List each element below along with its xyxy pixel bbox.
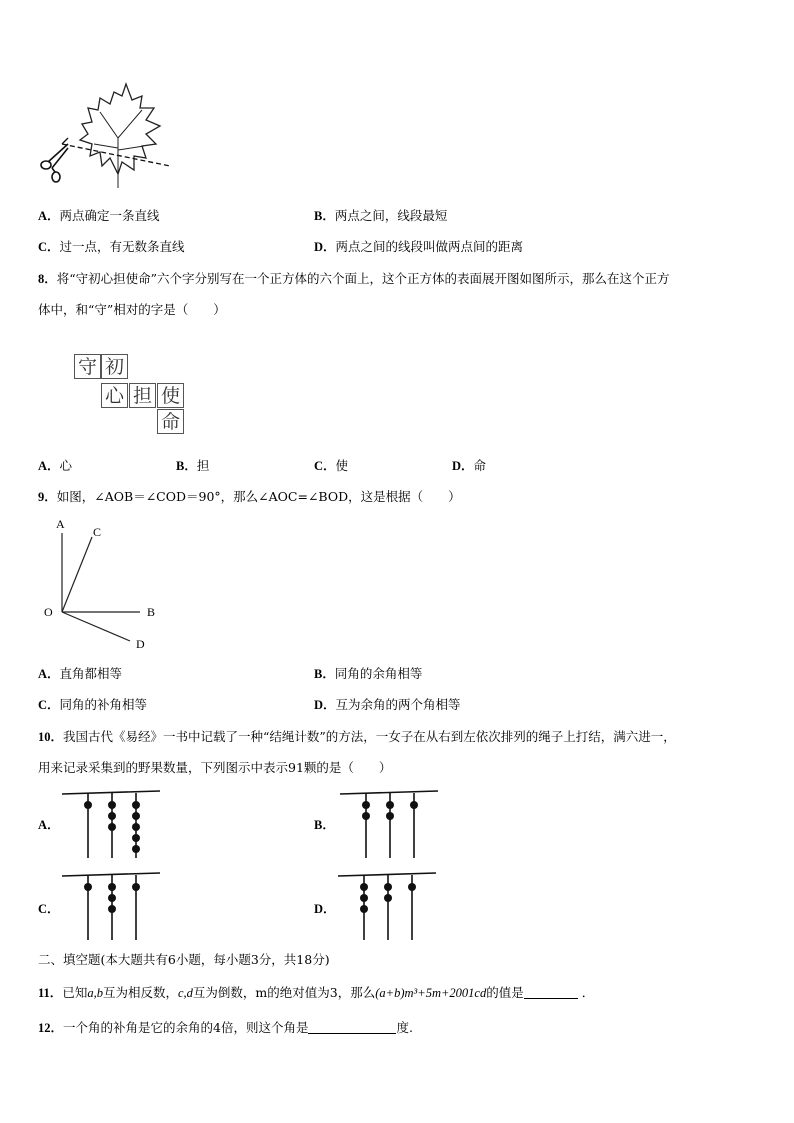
q8-question: 8．将“守初心担使命”六个字分别写在一个正方体的六个面上，这个正方体的表面展开图如图所示，那么在这个正方: [38, 271, 670, 286]
q11-question: 11．已知a,b互为相反数，c,d互为倒数，m的绝对值为3，那么(a+b)m³+5m+2001cd的值是 ．: [38, 985, 595, 1000]
knot: [132, 834, 140, 842]
knot: [386, 801, 394, 809]
label-d: D: [136, 637, 145, 651]
q10-option-d[interactable]: D．: [314, 902, 336, 916]
knot-svg-a: [60, 788, 164, 860]
net-cell-3: 心: [101, 383, 128, 408]
knot: [132, 845, 140, 853]
knot: [108, 905, 116, 913]
knot: [132, 823, 140, 831]
rope-bar: [340, 791, 438, 794]
label-o: O: [44, 605, 53, 619]
knot: [360, 894, 368, 902]
net-cell-2: 初: [101, 354, 128, 379]
q8-option-c[interactable]: C．使: [314, 458, 349, 473]
q8-option-a[interactable]: A．心: [38, 458, 73, 473]
label-a: A: [56, 517, 65, 531]
scissors-icon: [41, 144, 68, 182]
q12-answer-blank[interactable]: [308, 1021, 396, 1034]
q10-option-a[interactable]: A．: [38, 818, 60, 832]
knot: [108, 801, 116, 809]
net-cell-6: 命: [157, 409, 184, 434]
q9-option-c[interactable]: C．同角的补角相等: [38, 697, 148, 712]
q10-question: 10．我国古代《易经》一书中记载了一种“结绳计数”的方法，一女子在从右到左依次排列的绳子上打结，满六进一，: [38, 729, 676, 744]
angle-figure: [38, 515, 168, 655]
knot: [362, 801, 370, 809]
leaf-veins: [94, 110, 144, 188]
rope-bar: [62, 873, 160, 876]
net-cell-4: 担: [129, 383, 156, 408]
q9-question: 9．如图，∠AOB＝∠COD＝90°，那么∠AOC=∠BOD，这是根据（ ）: [38, 489, 461, 504]
knot: [384, 894, 392, 902]
leaf-figure: [38, 78, 178, 198]
q8-question-line2: 体中，和“守”相对的字是（ ）: [38, 302, 226, 317]
knot-svg-d: [336, 870, 440, 942]
knot: [408, 883, 416, 891]
leaf-scissors-svg: [38, 78, 178, 198]
label-c: C: [93, 525, 102, 539]
q9-option-a[interactable]: A．直角都相等: [38, 666, 123, 681]
q7-option-b[interactable]: B．两点之间，线段最短: [314, 208, 448, 223]
knot: [108, 823, 116, 831]
q10-question-line2: 用来记录采集到的野果数量，下列图示中表示91颗的是（ ）: [38, 760, 392, 775]
knot: [362, 812, 370, 820]
q11-answer-blank[interactable]: [524, 986, 578, 999]
q8-option-b[interactable]: B．担: [176, 458, 210, 473]
net-cell-1: 守: [74, 354, 101, 379]
cube-net: [74, 354, 194, 438]
knot: [360, 905, 368, 913]
rope-bar: [338, 873, 436, 876]
rope-bar: [62, 791, 160, 794]
knot: [84, 883, 92, 891]
q7-option-d[interactable]: D．两点之间的线段叫做两点间的距离: [314, 239, 524, 254]
q9-option-d[interactable]: D．互为余角的两个角相等: [314, 697, 461, 712]
ray-od: [62, 612, 130, 641]
net-cell-5: 使: [157, 383, 184, 408]
knot: [386, 812, 394, 820]
q10-option-b[interactable]: B．: [314, 818, 335, 832]
leaf-outline: [80, 84, 160, 174]
ray-oc: [62, 537, 92, 612]
q7-option-c[interactable]: C．过一点，有无数条直线: [38, 239, 185, 254]
knot-figure-d: [336, 870, 440, 946]
q9-option-b[interactable]: B．同角的余角相等: [314, 666, 423, 681]
knot: [410, 801, 418, 809]
knot: [108, 894, 116, 902]
knot-figure-b: [338, 788, 442, 864]
knot: [108, 883, 116, 891]
knot: [84, 801, 92, 809]
section-2-title: 二、填空题(本大题共有6小题，每小题3分，共18分): [38, 952, 330, 967]
knot: [132, 883, 140, 891]
knot: [384, 883, 392, 891]
knot-figure-c: [60, 870, 164, 946]
knot: [132, 812, 140, 820]
q12-question: 12．一个角的补角是它的余角的4倍，则这个角是 度.: [38, 1020, 413, 1035]
knot-svg-c: [60, 870, 164, 942]
q8-option-d[interactable]: D．命: [452, 458, 487, 473]
knot: [360, 883, 368, 891]
knot: [108, 812, 116, 820]
angle-svg: [38, 515, 168, 655]
knot: [132, 801, 140, 809]
knot-figure-a: [60, 788, 164, 864]
q10-option-c[interactable]: C．: [38, 902, 60, 916]
q7-option-a[interactable]: A．两点确定一条直线: [38, 208, 160, 223]
knot-svg-b: [338, 788, 442, 860]
label-b: B: [147, 605, 156, 619]
